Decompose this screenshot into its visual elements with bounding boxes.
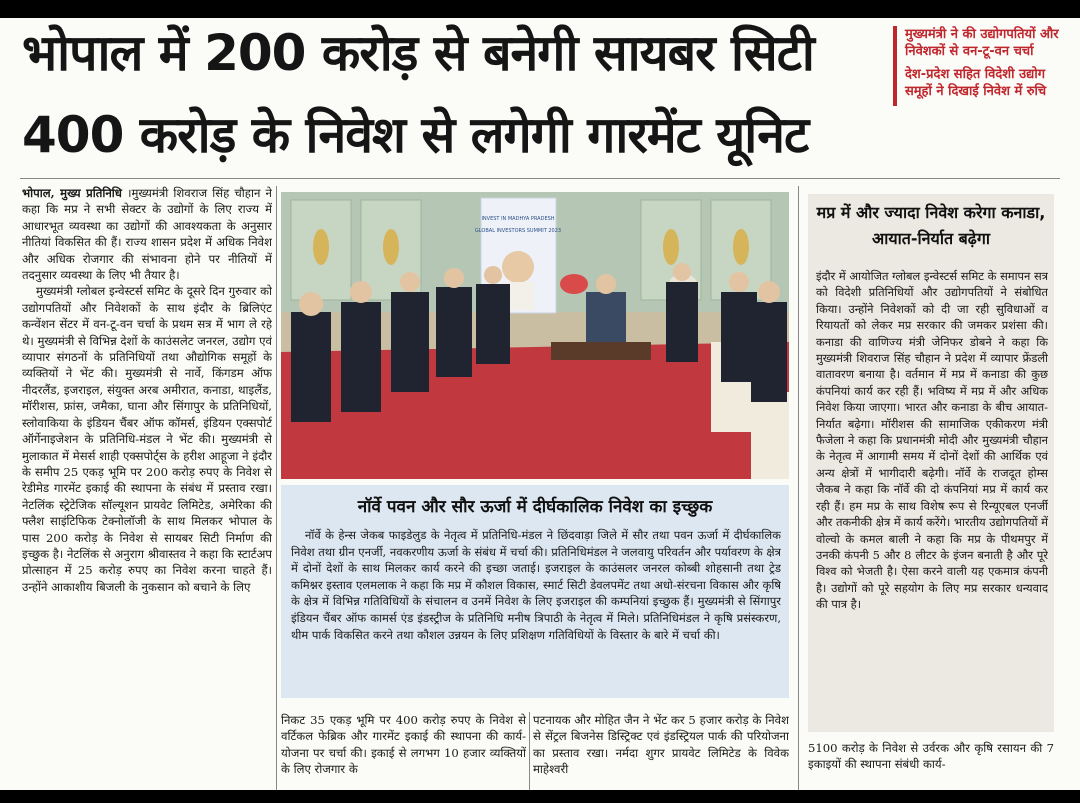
norway-heading: नॉर्वे पवन और सौर ऊर्जा में दीर्घकालिक निवेश का इच्छुक (357, 496, 713, 517)
article-paragraph-2: मुख्यमंत्री ग्लोबल इन्वेस्टर्स समिट के दूसरे दिन गुरुवार को उद्योगपतियों और निवेशकों के साथ इंदौर के ब्रिलिएंट कन्वेंशन सेंटर में वन-टू-वन चर्चा के प्रथम सत्र में भाग ले रहे थे। मुख्यमंत्री से विभिन्न देशों के काउंसलेट जनरल, उद्योग एवं व्यापार संगठनों के प्रतिनिधियों तथा औद्योगिक समूहों के व्यक्तियों ने भेंट की। मुख्यमंत्री से नार्वे, किंगडम ऑफ नीदरलैंड, इजराइल, संयुक्त अरब अमीरात, कनाडा, थाइलैंड, मॉरीशस, फ्रांस, जमैका, घाना और सिंगापुर के प्रतिनिधियों, स्लोवाकिया के इंडियन चैंबर ऑफ कॉमर्स, इंडियन एक्सपोर्ट ऑर्गेनाइजेशन के प्रतिनिधि-मंडल ने भेंट की। मुख्यमंत्री से मुलाकात में मेसर्स शाही एक्सपोर्ट्स के हरीश आहूजा ने इंदौर के समीप 25 एकड़ भूमि पर 200 करोड़ रुपए के निवेश से रेडीमेड गारमेंट इकाई की स्थापना के संबंध में प्रस्ताव रखा। नेटलिंक स्ट्रेटेजिक सॉल्यूशन प्रायवेट लिमिटेड, अमेरिका की फ्लैश साइंटिफिक टेक्नोलॉजी के साथ मिलकर भोपाल के पास 200 करोड़ के निवेश से सायबर सिटी निर्माण की इच्छुक है। नेटलिंक से अनुराग श्रीवास्तव ने कहा कि स्टार्टअप प्रोत्साहन में 25 करोड़ रुपए का निवेश करना चाहते हैं। उन्होंने आकाशीय बिजली के नुकसान को बचाने के लिए (22, 284, 272, 594)
norway-section (281, 485, 789, 698)
norway-body (291, 527, 781, 695)
side-highlights (893, 26, 1075, 106)
photo-banner-line-1: INVEST IN MADHYA PRADESH (481, 216, 555, 222)
article-column-left (22, 185, 272, 790)
meeting-photo (281, 192, 789, 479)
article-column-bottom-3 (808, 740, 1054, 790)
photo-banner-line-2: GLOBAL INVESTORS SUMMIT 2023 (474, 228, 562, 234)
article-column-bottom-2 (533, 712, 789, 790)
canada-section (808, 194, 1054, 732)
top-black-bar (0, 0, 1080, 18)
side-highlight-2: देश-प्रदेश सहित विदेशी उद्योग समूहों ने दिखाई निवेश में रुचि (905, 67, 1047, 99)
headline-line-1: भोपाल में 200 करोड़ से बनेगी सायबर सिटी (22, 24, 814, 82)
bottom-paragraph-1: निकट 35 एकड़ भूमि पर 400 करोड़ रुपए के निवेश से वर्टिकल फेब्रिक और गारमेंट इकाई की स्थापना की कार्य-योजना पर चर्चा की। इकाई से लगभग 10 हजार व्यक्तियों के लिए रोजगार के (281, 713, 526, 777)
canada-body (816, 268, 1048, 728)
norway-paragraph: नॉर्वे के हेन्स जेकब फाइडेलुड के नेतृत्व में प्रतिनिधि-मंडल ने छिंदवाड़ा जिले में सौर तथा पवन ऊर्जा में दीर्घकालिक निवेश तथा ग्रीन एनर्जी, नवकरणीय ऊर्जा के संबंध में चर्चा की। प्रतिनिधिमंडल ने जलवायु परिवर्तन और पर्यावरण के क्षेत्र में दोनों देशों के साथ मिलकर कार्य करने की इच्छा जताई। इजराइल के काउंसलर जनरल कोब्बी शोहसानी तथा ट्रेड कमिश्नर इस्ताव एलमलाक ने कहा कि मप्र में कौशल विकास, स्मार्ट सिटी डेवलपमेंट तथा अधो-संरचना विकास और कृषि के क्षेत्र में विभिन्न गतिविधियों के संचालन व उनमें निवेश के लिए इजराइल की कम्पनियां इच्छुक हैं। मुख्यमंत्री से सिंगापुर इंडियन चैंबर ऑफ कामर्स एंड इंडस्ट्रीज के प्रतिनिधि मनीष त्रिपाठी के नेतृत्व में मिले। प्रतिनिधिमंडल ने कृषि प्रसंस्करण, थीम पार्क विकसित करने तथा कौशल उन्नयन के लिए प्रशिक्षण गतिविधियों के विस्तार के बारे में चर्चा की। (291, 528, 781, 642)
canada-paragraph: इंदौर में आयोजित ग्लोबल इन्वेस्टर्स समिट के समापन सत्र को विदेशी प्रतिनिधियों और उद्योगपतियों ने संबोधित किया। उन्होंने निवेशकों को दी जा रही सुविधाओं व रियायतों को लेकर मप्र सरकार की जमकर प्रशंसा की। कनाडा की वाणिज्य मंत्री जेनिफर डोबने ने कहा कि मुख्यमंत्री शिवराज सिंह चौहान ने प्रदेश में व्यापार फ्रेंडली वातावरण बनाया है। वर्तमान में मप्र में कनाडा की कुछ कंपनियां कार्य कर रही हैं। भविष्य में मप्र में और अधिक निवेश किया जाएगा। भारत और कनाडा के बीच आयात-निर्यात बढ़ेगा। मॉरीशस की सामाजिक एकीकरण मंत्री फैजेला ने कहा कि प्रधानमंत्री मोदी और मुख्यमंत्री चौहान के नेतृत्व में आगामी समय में दोनों देशों की आर्थिक एवं अन्य क्षेत्रों में भागीदारी बढ़ेगी। नॉर्वे के राजदूत होम्स जैकब ने कहा कि नॉर्वे की दो कंपनियां मप्र में कार्य कर रही हैं। हम मप्र के साथ विशेष रूप से रिन्यूएबल एनर्जी और तकनीकी क्षेत्र में कार्य करेंगे। भारतीय उद्योगपतियों में वोल्वो के कमल बाली ने कहा कि मप्र के पीथमपुर में उनकी कंपनी 5 और 8 लीटर के इंजन बनाती है और पूरे विश्व को भेजती है। ऐसा करने वाली यह एकमात्र कंपनी है। उद्योगों को पूरे सहयोग के लिए मप्र सरकार धन्यवाद की पात्र है। (816, 269, 1048, 612)
side-highlight-1: मुख्यमंत्री ने की उद्योगपतियों और निवेशकों से वन-टू-वन चर्चा (905, 27, 1059, 59)
column-divider-2 (798, 186, 799, 790)
bottom-paragraph-3: 5100 करोड़ के निवेश से उर्वरक और कृषि रसायन की 7 इकाइयों की स्थापना संबंधी कार्य- (808, 741, 1054, 772)
headline-line-2: 400 करोड़ के निवेश से लगेगी गारमेंट यूनिट (22, 106, 809, 164)
header-divider (20, 178, 1060, 179)
bottom-black-bar (0, 790, 1080, 803)
column-divider-1 (276, 186, 277, 790)
dateline: भोपाल, मुख्य प्रतिनिधि (22, 186, 122, 200)
article-paragraph-1: ।मुख्यमंत्री शिवराज सिंह चौहान ने कहा कि मप्र ने सभी सेक्टर के उद्योगों के लिए राज्य में आधारभूत व्यवस्था का उद्योगों की आवश्यकता के अनुसार नीतियां विकसित की हैं। राज्य शासन प्रदेश में अधिक निवेश और अधिक रोजगार की संभावना होने पर नीतियों में तदनुसार व्यवस्था के लिए भी तैयार है। (22, 186, 272, 283)
column-divider-3 (529, 712, 530, 790)
bottom-paragraph-2: पटनायक और मोहित जैन ने भेंट कर 5 हजार करोड़ के निवेश से सेंट्रल बिजनेस डिस्ट्रिक्ट एवं इंडस्ट्रियल पार्क की परियोजना का प्रस्ताव रखा। नर्मदा शुगर प्रायवेट लिमिटेड के विवेक माहेश्वरी (533, 713, 789, 777)
article-column-bottom-1 (281, 712, 526, 790)
canada-heading: मप्र में और ज्यादा निवेश करेगा कनाडा, आयात-निर्यात बढ़ेगा (816, 203, 1046, 248)
